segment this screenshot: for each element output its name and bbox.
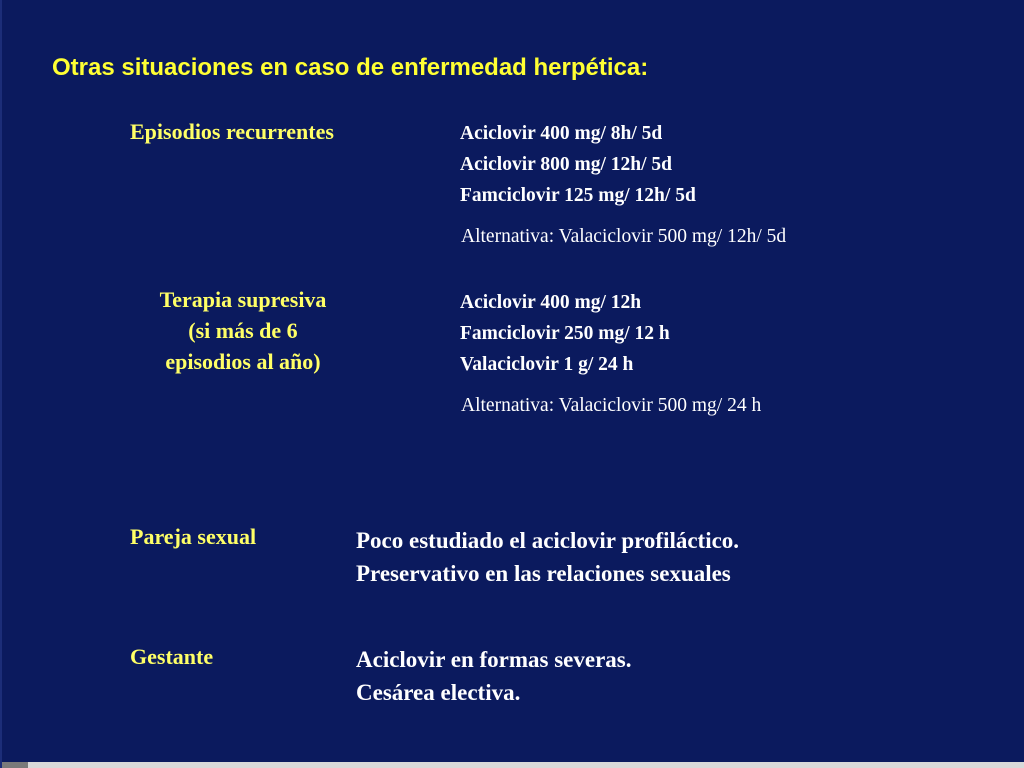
label-line: episodios al año) xyxy=(165,349,321,374)
regimen-line: Aciclovir 400 mg/ 8h/ 5d xyxy=(460,123,663,144)
slide-title: Otras situaciones en caso de enfermedad herpética: xyxy=(52,54,649,81)
label-episodios-recurrentes: Episodios recurrentes xyxy=(130,119,334,144)
label-terapia-supresiva xyxy=(120,284,366,377)
bottom-mark xyxy=(2,762,28,768)
gestante-text xyxy=(356,643,632,709)
label-line: Terapia supresiva xyxy=(159,287,327,312)
text-line: Cesárea electiva. xyxy=(356,680,521,705)
regimen-line: Famciclovir 250 mg/ 12 h xyxy=(460,323,670,344)
label-pareja-sexual: Pareja sexual xyxy=(130,524,257,549)
label-gestante: Gestante xyxy=(130,644,214,669)
recurrentes-regimens xyxy=(460,118,696,211)
regimen-line: Famciclovir 125 mg/ 12h/ 5d xyxy=(460,185,696,206)
regimen-line: Valaciclovir 1 g/ 24 h xyxy=(460,354,634,375)
regimen-line: Aciclovir 400 mg/ 12h xyxy=(460,292,642,313)
label-line: (si más de 6 xyxy=(188,318,298,343)
text-line: Poco estudiado el aciclovir profiláctico. xyxy=(356,528,740,553)
recurrentes-alternative: Alternativa: Valaciclovir 500 mg/ 12h/ 5d xyxy=(461,226,787,247)
text-line: Preservativo en las relaciones sexuales xyxy=(356,561,731,586)
regimen-line: Aciclovir 800 mg/ 12h/ 5d xyxy=(460,154,672,175)
text-line: Aciclovir en formas severas. xyxy=(356,647,632,672)
supresiva-alternative: Alternativa: Valaciclovir 500 mg/ 24 h xyxy=(461,395,762,416)
bottom-bar xyxy=(2,762,1024,768)
supresiva-regimens xyxy=(460,287,670,380)
pareja-text xyxy=(356,524,739,590)
